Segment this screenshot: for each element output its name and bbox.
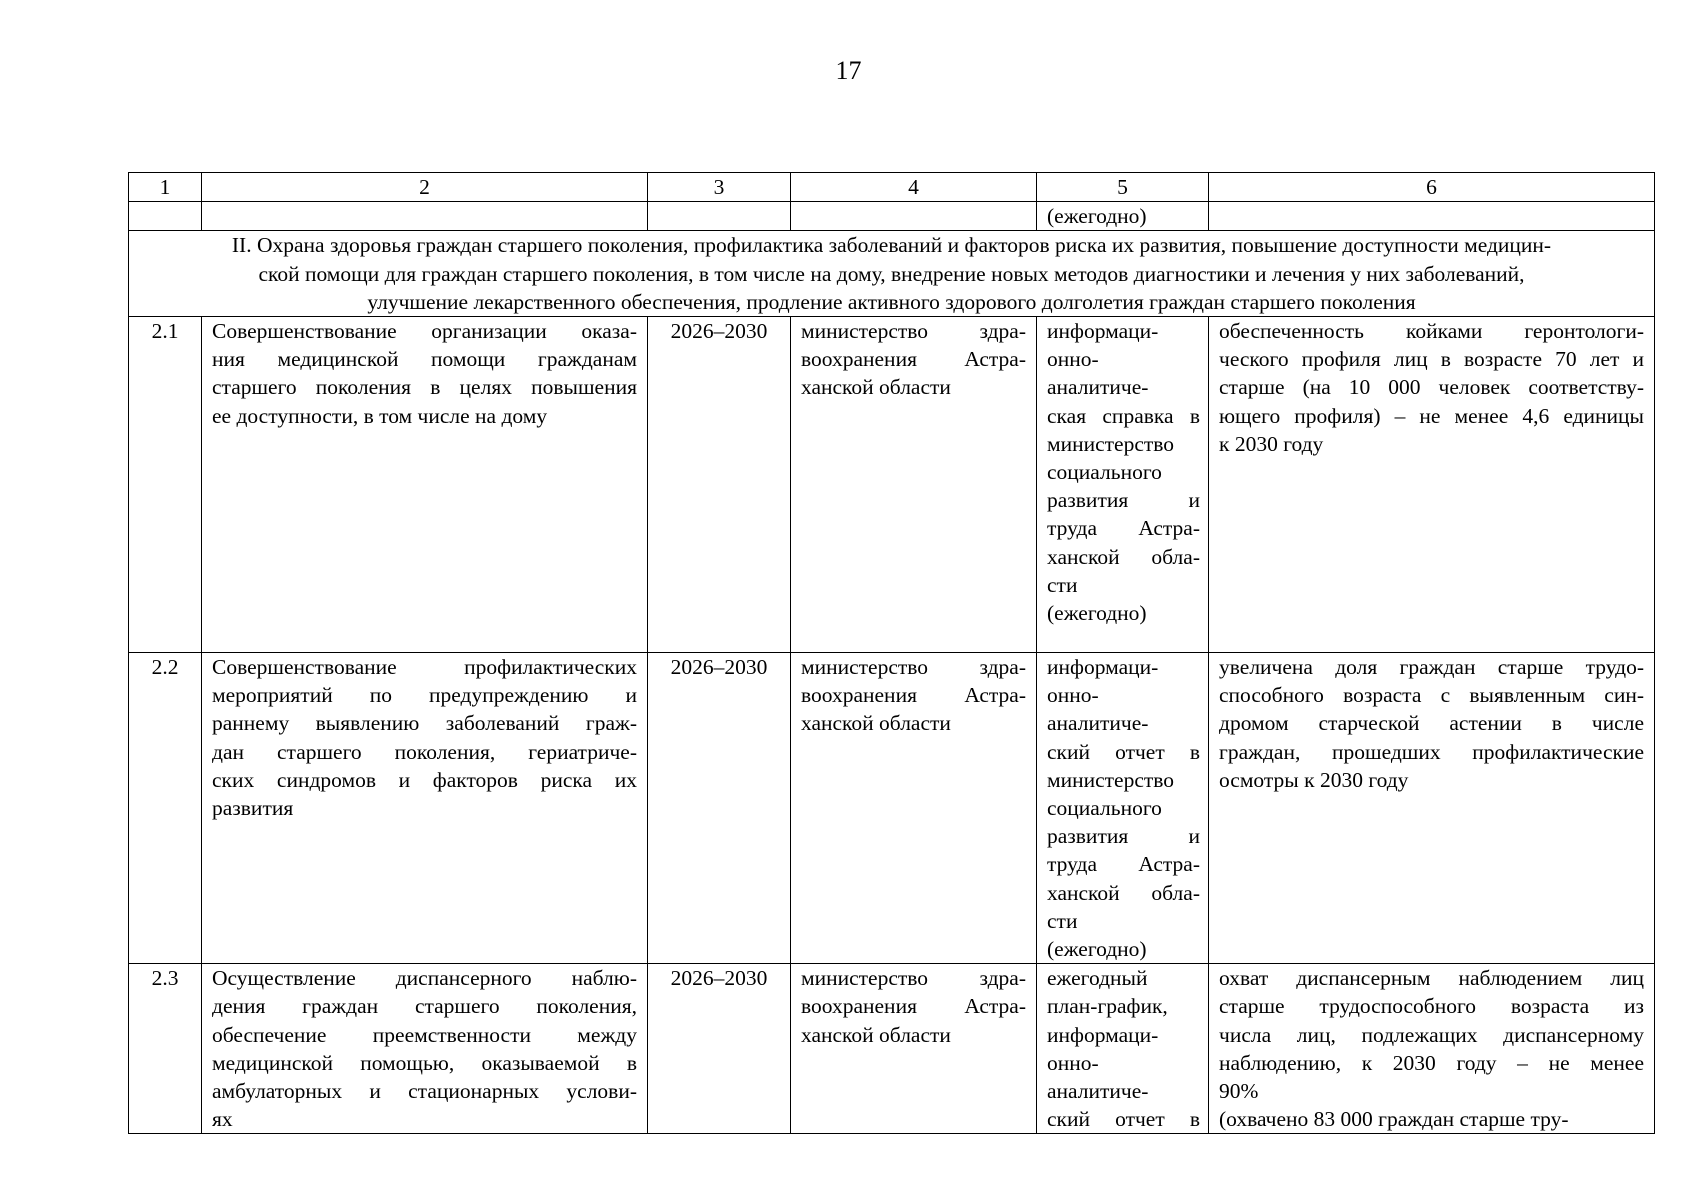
measure-cell [202, 653, 648, 964]
executor-text-line: министерство здра- [801, 655, 1026, 680]
measure-text-line: амбулаторных и стационарных услови- [212, 1079, 637, 1104]
executor-cell [791, 317, 1037, 653]
column-number-row [129, 173, 1655, 202]
report-text-line: ханской обла- [1047, 880, 1200, 905]
result-text-line: обеспеченность койками геронтологи- [1219, 319, 1644, 344]
row-number: 2.3 [129, 964, 202, 1134]
executor-text-line: ханской области [801, 711, 951, 736]
report-text-line: аналитиче- [1047, 375, 1149, 400]
period-cell: 2026–2030 [648, 317, 791, 653]
result-text-line: ческого профиля лиц в возрасте 70 лет и [1219, 347, 1644, 372]
report-text-line: информаци- [1047, 319, 1159, 344]
report-text-line: аналитиче- [1047, 1079, 1149, 1104]
measure-text-line: Совершенствование организации оказа- [212, 319, 637, 344]
measure-text-line: раннему выявлению заболеваний граж- [212, 711, 637, 736]
table-row [129, 317, 1655, 653]
report-text-line: сти [1047, 572, 1078, 597]
carryover-row [129, 202, 1655, 231]
result-text-line: наблюдению, к 2030 году – не менее [1219, 1050, 1644, 1075]
measure-text-line: Осуществление диспансерного наблю- [212, 966, 637, 991]
result-text-line: к 2030 году [1219, 431, 1324, 456]
report-text-line: социального [1047, 796, 1162, 821]
column-number: 2 [202, 173, 648, 202]
carryover-empty-cell [648, 202, 791, 231]
report-text-line: министерство [1047, 767, 1175, 792]
measure-text-line: развития [212, 796, 294, 821]
executor-text-line: министерство здра- [801, 966, 1026, 991]
report-text-line: ежегодный [1047, 966, 1148, 991]
carryover-empty-cell [202, 202, 648, 231]
executor-text-line: воохранения Астра- [801, 683, 1026, 708]
report-text-line: (ежегодно) [1047, 601, 1147, 626]
measure-text-line: ских синдромов и факторов риска их [212, 767, 637, 792]
measure-text-line: ния медицинской помощи гражданам [212, 347, 637, 372]
measure-text-line: дан старшего поколения, гериатриче- [212, 739, 637, 764]
measure-text-line: Совершенствование профилактических [212, 655, 637, 680]
report-text-line: ский отчет в [1047, 1107, 1200, 1132]
measure-text-line: обеспечение преемственности между [212, 1022, 637, 1047]
column-number: 6 [1209, 173, 1655, 202]
report-text-line: сти [1047, 908, 1078, 933]
report-text-line: онно- [1047, 347, 1099, 372]
measures-table [128, 172, 1655, 1134]
executor-cell [791, 964, 1037, 1134]
executor-text-line: ханской области [801, 375, 951, 400]
report-cell [1037, 653, 1209, 964]
section-heading-line: улучшение лекарственного обеспечения, продление активного здорового долголетия граждан старшего поколения [367, 289, 1416, 314]
measure-text-line: ях [212, 1107, 233, 1132]
report-text-line: ский отчет в [1047, 739, 1200, 764]
period-cell: 2026–2030 [648, 653, 791, 964]
result-text-line: дромом старческой астении в числе [1219, 711, 1644, 736]
result-text-line: охват диспансерным наблюдением лиц [1219, 966, 1644, 991]
carryover-report-cell: (ежегодно) [1037, 202, 1209, 231]
report-text-line: информаци- [1047, 655, 1159, 680]
row-number: 2.2 [129, 653, 202, 964]
measure-cell [202, 964, 648, 1134]
result-text-line: (охвачено 83 000 граждан старше тру- [1219, 1107, 1569, 1132]
section-heading-line: II. Охрана здоровья граждан старшего поколения, профилактика заболеваний и факторов риска их развития, повышение доступности медицин- [231, 233, 1552, 258]
report-text-line: (ежегодно) [1047, 937, 1147, 962]
executor-text-line: воохранения Астра- [801, 994, 1026, 1019]
row-number: 2.1 [129, 317, 202, 653]
column-number: 5 [1037, 173, 1209, 202]
report-text-line: план-график, [1047, 994, 1168, 1019]
column-number: 1 [129, 173, 202, 202]
result-text-line: числа лиц, подлежащих диспансерному [1219, 1022, 1644, 1047]
executor-text-line: воохранения Астра- [801, 347, 1026, 372]
report-text-line: онно- [1047, 683, 1099, 708]
measure-text-line: ее доступности, в том числе на дому [212, 403, 548, 428]
measure-text-line: мероприятий по предупреждению и [212, 683, 637, 708]
report-text-line: развития и [1047, 488, 1200, 513]
measure-text-line: дения граждан старшего поколения, [212, 994, 637, 1019]
executor-cell [791, 653, 1037, 964]
measure-text-line: медицинской помощью, оказываемой в [212, 1050, 637, 1075]
carryover-empty-cell [1209, 202, 1655, 231]
result-cell [1209, 317, 1655, 653]
table-row [129, 653, 1655, 964]
report-cell [1037, 317, 1209, 653]
measure-text-line: старшего поколения в целях повышения [212, 375, 637, 400]
executor-text-line: министерство здра- [801, 319, 1026, 344]
report-text-line: онно- [1047, 1050, 1099, 1075]
page-number: 17 [835, 56, 862, 85]
result-text-line: ющего профиля) – не менее 4,6 единицы [1219, 403, 1644, 428]
table-row [129, 964, 1655, 1134]
result-text-line: старше трудоспособного возраста из [1219, 994, 1644, 1019]
report-text-line: ханской обла- [1047, 544, 1200, 569]
result-text-line: способного возраста с выявленным син- [1219, 683, 1644, 708]
section-heading-line: ской помощи для граждан старшего поколения, в том числе на дому, внедрение новых методов диагностики и лечения у них заболеваний, [258, 261, 1525, 286]
measure-cell [202, 317, 648, 653]
column-number: 3 [648, 173, 791, 202]
report-text-line: труда Астра- [1047, 852, 1200, 877]
report-cell [1037, 964, 1209, 1134]
result-text-line: осмотры к 2030 году [1219, 767, 1409, 792]
report-text-line: аналитиче- [1047, 711, 1149, 736]
section-heading [129, 231, 1655, 317]
report-text-line: ская справка в [1047, 403, 1200, 428]
report-text-line: труда Астра- [1047, 516, 1200, 541]
result-cell [1209, 653, 1655, 964]
result-text-line: граждан, прошедших профилактические [1219, 739, 1644, 764]
result-cell [1209, 964, 1655, 1134]
report-text-line: министерство [1047, 431, 1175, 456]
column-number: 4 [791, 173, 1037, 202]
result-text-line: увеличена доля граждан старше трудо- [1219, 655, 1644, 680]
result-text-line: 90% [1219, 1079, 1259, 1104]
period-cell: 2026–2030 [648, 964, 791, 1134]
carryover-empty-cell [129, 202, 202, 231]
report-text-line: социального [1047, 460, 1162, 485]
section-heading-row [129, 231, 1655, 317]
report-text-line: информаци- [1047, 1022, 1159, 1047]
carryover-empty-cell [791, 202, 1037, 231]
executor-text-line: ханской области [801, 1022, 951, 1047]
report-text-line: развития и [1047, 824, 1200, 849]
result-text-line: старше (на 10 000 человек соответству- [1219, 375, 1644, 400]
